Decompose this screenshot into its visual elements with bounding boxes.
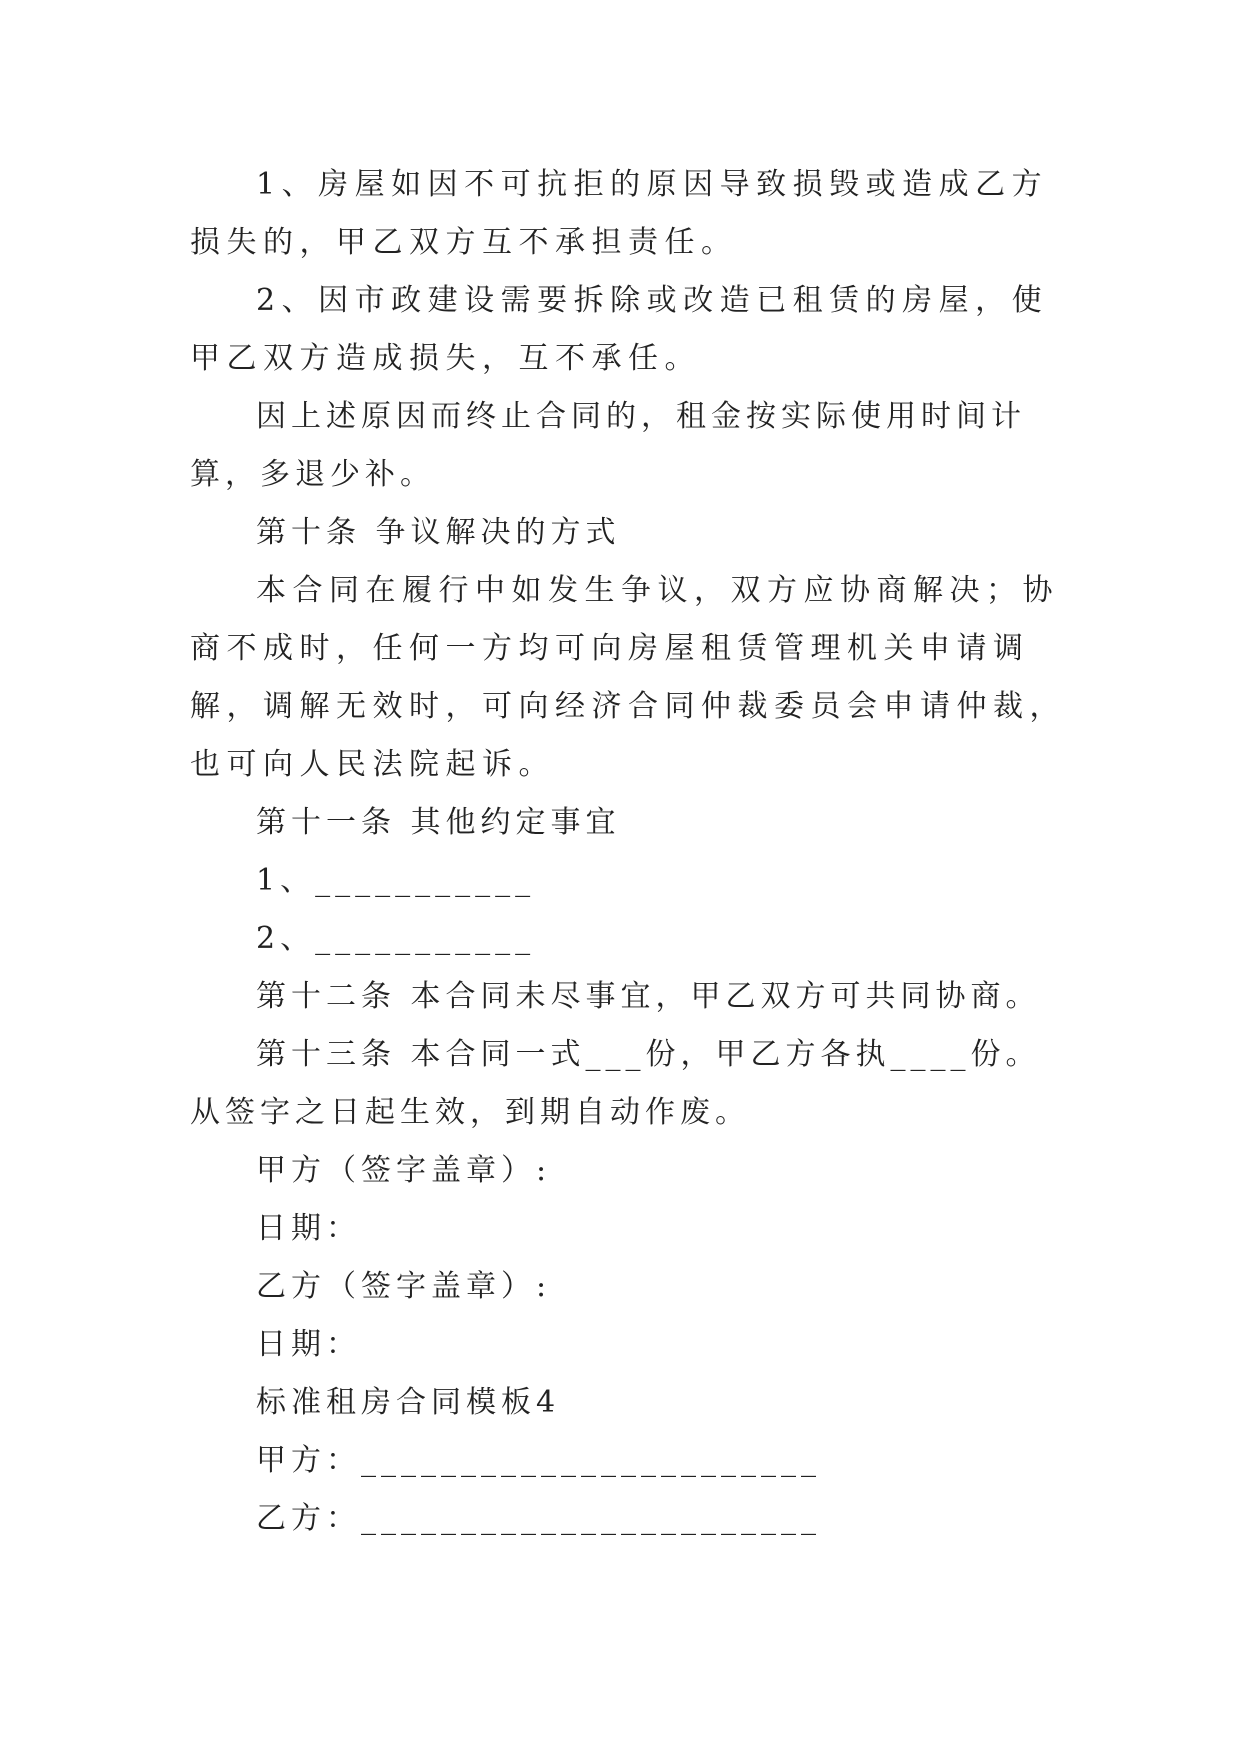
party-b-line: 乙方：_______________________	[256, 1501, 821, 1536]
clause-paragraph: 本合同在履行中如发生争议，双方应协商解决；协商不成时，任何一方均可向房屋租赁管理机关申请调解，调解无效时，可向经济合同仲裁委员会申请仲裁，也可向人民法院起诉。	[190, 573, 1066, 782]
section-heading: 第十条 争议解决的方式	[256, 515, 621, 550]
clause-paragraph: 第十二条 本合同未尽事宜，甲乙双方可共同协商。	[256, 979, 1041, 1014]
clause-paragraph: 1、房屋如因不可抗拒的原因导致损毁或造成乙方损失的，甲乙双方互不承担责任。	[190, 167, 1049, 260]
clause-paragraph: 因上述原因而终止合同的，租金按实际使用时间计算，多退少补。	[190, 399, 1026, 492]
signature-date: 日期：	[256, 1211, 361, 1246]
signature-party-b: 乙方（签字盖章）:	[256, 1269, 552, 1304]
document-body	[190, 156, 1070, 1548]
blank-item: 2、___________	[256, 921, 536, 956]
signature-date: 日期：	[256, 1327, 361, 1362]
signature-party-a: 甲方（签字盖章）:	[256, 1153, 552, 1188]
blank-item: 1、___________	[256, 863, 536, 898]
clause-paragraph: 第十三条 本合同一式___份，甲乙方各执____份。从签字之日起生效，到期自动作废。	[190, 1037, 1041, 1130]
section-heading: 第十一条 其他约定事宜	[256, 805, 621, 840]
document-title: 标准租房合同模板4	[256, 1385, 561, 1420]
party-a-line: 甲方：_______________________	[256, 1443, 821, 1478]
clause-paragraph: 2、因市政建设需要拆除或改造已租赁的房屋，使甲乙双方造成损失，互不承任。	[190, 283, 1049, 376]
